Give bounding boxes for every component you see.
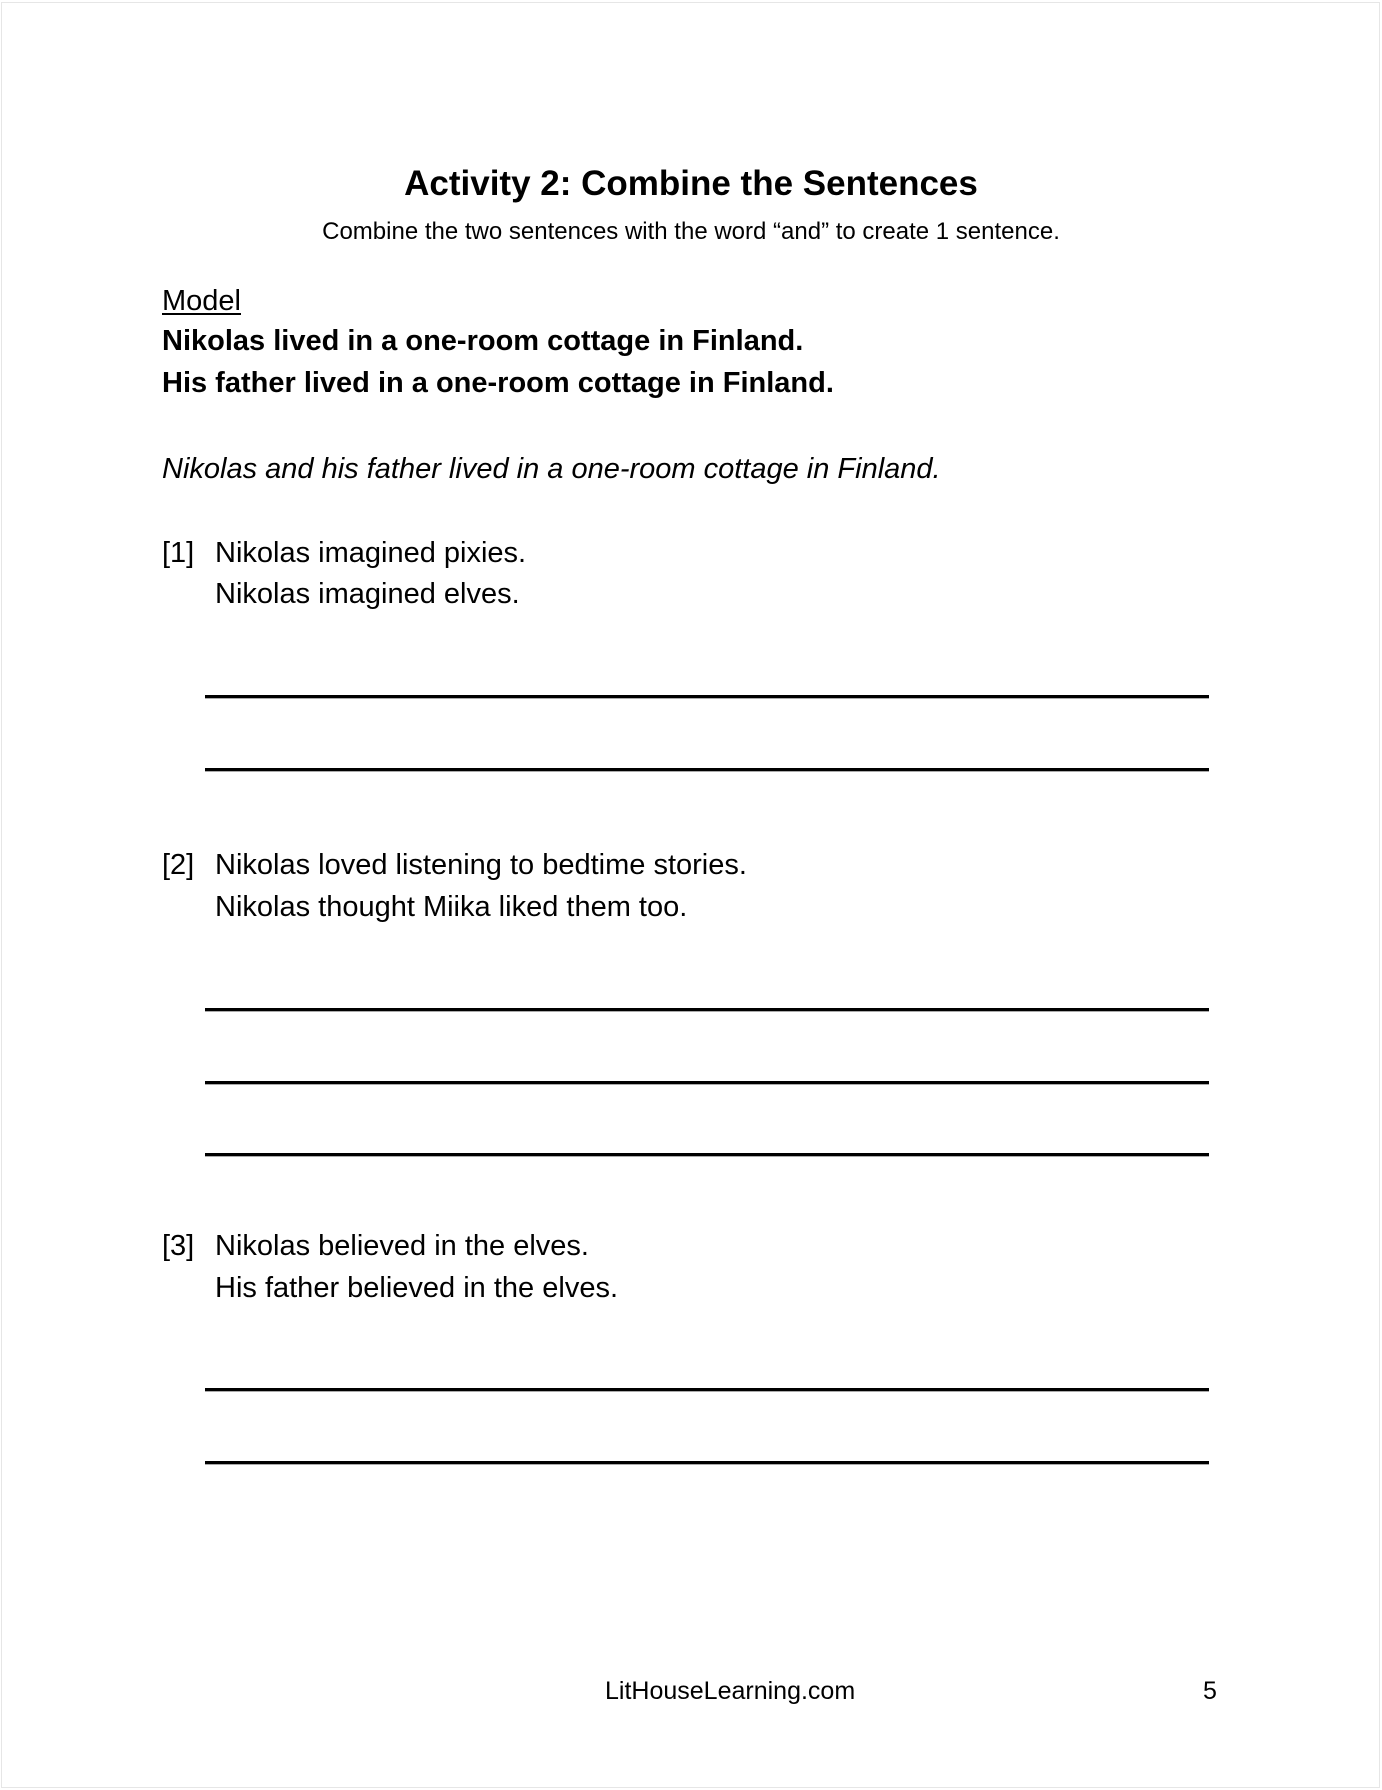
question-sentence: Nikolas loved listening to bedtime stories. bbox=[215, 849, 747, 881]
instructions: Combine the two sentences with the word “and” to create 1 sentence. bbox=[322, 218, 1060, 245]
question-sentence: Nikolas imagined pixies. bbox=[215, 537, 527, 569]
question-sentence: Nikolas thought Miika liked them too. bbox=[215, 891, 688, 923]
answer-line[interactable] bbox=[205, 1008, 1209, 1011]
page-number: 5 bbox=[1203, 1677, 1217, 1705]
answer-line[interactable] bbox=[205, 768, 1209, 771]
question-number: [3] bbox=[162, 1230, 195, 1262]
page-title: Activity 2: Combine the Sentences bbox=[404, 164, 978, 203]
answer-line[interactable] bbox=[205, 695, 1209, 698]
answer-line[interactable] bbox=[205, 1081, 1209, 1084]
question-sentence: Nikolas imagined elves. bbox=[215, 578, 520, 610]
question-number: [1] bbox=[162, 537, 195, 569]
question-sentence: His father believed in the elves. bbox=[215, 1272, 618, 1304]
question-number: [2] bbox=[162, 849, 195, 881]
model-sentence-1: Nikolas lived in a one-room cottage in Finland. bbox=[162, 325, 804, 357]
footer-website: LitHouseLearning.com bbox=[605, 1677, 856, 1705]
model-combined-sentence: Nikolas and his father lived in a one-room cottage in Finland. bbox=[162, 453, 941, 485]
model-sentence-2: His father lived in a one-room cottage in Finland. bbox=[162, 367, 834, 399]
question-sentence: Nikolas believed in the elves. bbox=[215, 1230, 589, 1262]
answer-line[interactable] bbox=[205, 1388, 1209, 1391]
answer-line[interactable] bbox=[205, 1461, 1209, 1464]
worksheet-page bbox=[1, 2, 1380, 1788]
answer-line[interactable] bbox=[205, 1153, 1209, 1156]
model-label: Model bbox=[162, 285, 241, 317]
